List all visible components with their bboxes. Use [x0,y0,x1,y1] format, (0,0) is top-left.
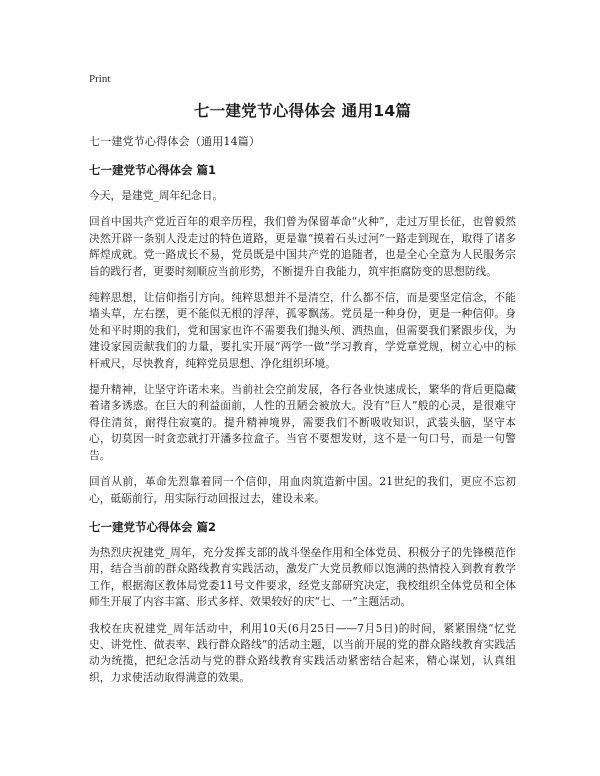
paragraph: 我校在庆祝建党_周年活动中，利用10天(6月25日——7月5日)的时间，紧紧围绕“忆党史、讲党性、做表率、践行群众路线”的活动主题，以当前开展的党的群众路线教育实践活动为统揽，把纪念活动与党的群众路线教育实践活动紧密结合起来，精心谋划，认真组织，力求使活动取得满意的效果。 [89,621,516,684]
paragraph: 为热烈庆祝建党_周年，充分发挥支部的战斗堡垒作用和全体党员、积极分子的先锋模范作用，结合当前的群众路线教育实践活动，激发广大党员教师以饱满的热情投入到教育教学工作，根据海区教体局党委11号文件要求，经党支部研究决定，我校组织全体党员和全体师生开展了内容丰富、形式多样、效果较好的庆“七、一”主题活动。 [89,545,516,609]
paragraph: 纯粹思想，让信仰指引方向。纯粹思想并不是清空，什么都不信，而是要坚定信念，不能墙头草，左右摆，更不能似无根的浮萍，孤零飘荡。党员是一种身份，更是一种信仰。身处和平时期的我们，党和国家也许不需要我们抛头颅、洒热血，但需要我们紧跟步伐，为建设家园贡献我们的力量，要扎实开展“两学一做”学习教育，学党章党规，树立心中的标杆戒尺，尽快教育，纯粹党员思想、净化组织环境。 [89,291,516,370]
section-heading-1: 七一建党节心得体会 篇1 [89,163,217,177]
document-title: 七一建党节心得体会 通用14篇 [193,102,412,120]
print-link[interactable]: Print [89,73,111,85]
paragraph: 回首中国共产党近百年的艰辛历程，我们曾为保留革命“火种”，走过万里长征，也曾毅然决然开辟一条别人没走过的特色道路，更是靠“摸着石头过河”一路走到现在，取得了诸多辉煌成就。党一路成长不易，党员既是中国共产党的追随者，也是全心全意为人民服务宗旨的践行者，更要时刻顺应当前形势，不断提升自我能力，筑牢拒腐防变的思想防线。 [89,215,516,278]
paragraph: 今天，是建党_周年纪念日。 [89,189,224,202]
section-heading-2: 七一建党节心得体会 篇2 [89,519,217,534]
document-subtitle: 七一建党节心得体会（通用14篇） [89,135,261,148]
paragraph: 提升精神，让坚守许诺未来。当前社会空前发展，各行各业快速成长，繁华的背后更隐藏着诸多诱惑。在巨大的利益面前，人性的丑陋会被放大。没有“巨人”般的心灵，是很难守得住清贫，耐得住寂寞的。提升精神境界，需要我们不断吸收知识，武装头脑，坚守本心，切莫因一时贪恋就打开潘多拉盒子。当官不要想发财，这不是一句口号，而是一句警告。 [89,383,516,462]
paragraph: 回首从前，革命先烈靠着同一个信仰，用血肉筑造新中国。21世纪的我们，更应不忘初心，砥砺前行，用实际行动回报过去，建设未来。 [89,475,516,505]
document-page [89,62,516,686]
